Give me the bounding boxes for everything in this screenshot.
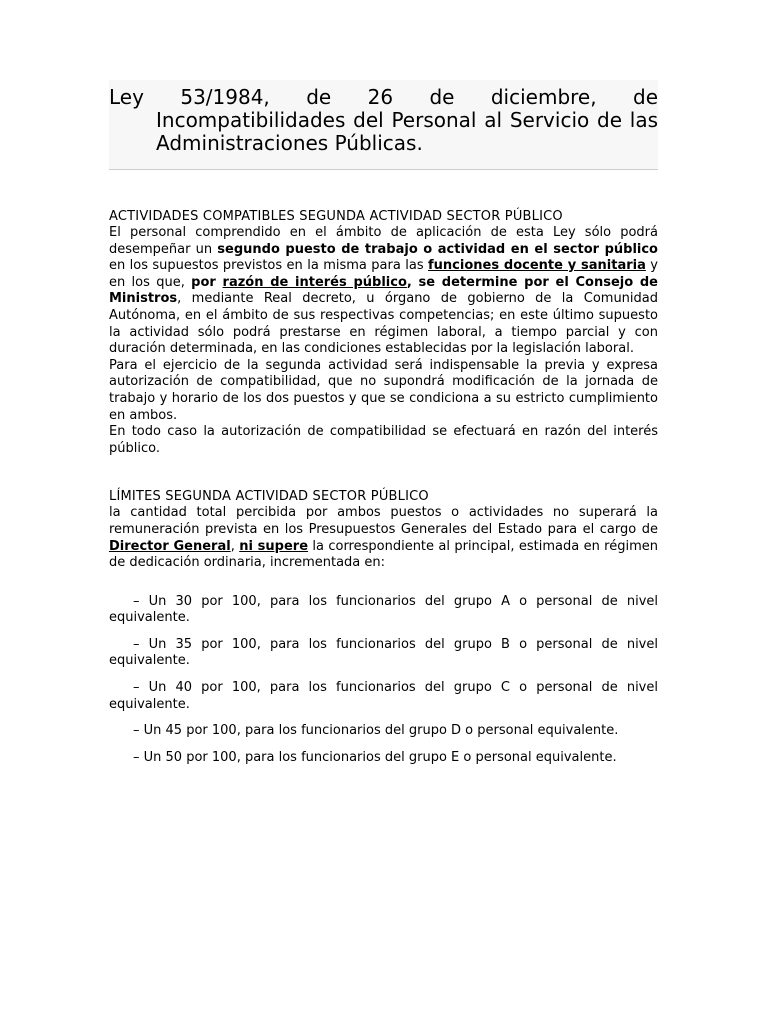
list-item-grupo-c: – Un 40 por 100, para los funcionarios del grupo C o personal de nivel equivalente. bbox=[109, 680, 658, 712]
text-run: la correspondiente al principal, estimada en régimen de dedicación ordinaria, incrementada en: bbox=[109, 538, 658, 571]
paragraph-cantidad-total bbox=[109, 505, 658, 571]
document-page bbox=[109, 80, 658, 776]
link-razon-interes-publico[interactable]: razón de interés público bbox=[222, 274, 407, 290]
list-item-grupo-e: – Un 50 por 100, para los funcionarios del grupo E o personal equivalente. bbox=[133, 749, 617, 765]
section-heading-actividades-compatibles: ACTIVIDADES COMPATIBLES SEGUNDA ACTIVIDAD SECTOR PÚBLICO bbox=[109, 209, 563, 224]
text-run: la cantidad total percibida por ambos puestos o actividades no superará la remuneración prevista en los Presupuestos Generales del Estado para el cargo de bbox=[109, 505, 658, 537]
text-run: El personal comprendido en el ámbito de aplicación de esta Ley sólo podrá desempeñar un bbox=[109, 225, 658, 257]
bold-segundo-puesto: segundo puesto de trabajo o actividad en el sector público bbox=[217, 241, 658, 257]
link-funciones-docente-sanitaria[interactable]: funciones docente y sanitaria bbox=[428, 258, 646, 274]
document-title: Ley 53/1984, de 26 de diciembre, de Incompatibilidades del Personal al Servicio de las Administraciones Públicas. bbox=[109, 85, 658, 155]
increment-list bbox=[109, 594, 658, 767]
paragraph-segundo-puesto bbox=[109, 225, 658, 358]
paragraph-autorizacion-previa: Para el ejercicio de la segunda actividad será indispensable la previa y expresa autorización de compatibilidad, que no supondrá modificación de la jornada de trabajo y horario de los dos puestos y que se condiciona a su estricto cumplimiento en ambos. bbox=[109, 357, 658, 423]
link-director-general[interactable]: Director General bbox=[109, 538, 231, 554]
list-item-grupo-a: – Un 30 por 100, para los funcionarios del grupo A o personal de nivel equivalente. bbox=[109, 593, 658, 626]
paragraph-interes-publico: En todo caso la autorización de compatibilidad se efectuará en razón del interés público. bbox=[109, 424, 658, 456]
text-run: , bbox=[230, 538, 240, 554]
list-item-grupo-b: – Un 35 por 100, para los funcionarios del grupo B o personal de nivel equivalente. bbox=[109, 636, 658, 669]
text-run: en los supuestos previstos en la misma para las bbox=[109, 258, 429, 274]
title-box bbox=[109, 80, 658, 170]
bold-por: por bbox=[191, 274, 223, 290]
list-item-grupo-d: – Un 45 por 100, para los funcionarios del grupo D o personal equivalente. bbox=[133, 723, 619, 739]
text-run: y en los que, bbox=[109, 258, 659, 290]
link-ni-supere[interactable]: ni supere bbox=[239, 538, 309, 554]
bold-consejo-ministros: , se determine por el Consejo de Ministros bbox=[109, 274, 658, 307]
text-run: , mediante Real decreto, u órgano de gobierno de la Comunidad Autónoma, en el ámbito de sus respectivas competencias; en este último supuesto la actividad sólo podrá prestarse en régimen laboral, a tiempo parcial y con duración determinada, en las condiciones establecidas por la legislación laboral. bbox=[109, 291, 658, 357]
section-heading-limites: LÍMITES SEGUNDA ACTIVIDAD SECTOR PÚBLICO bbox=[109, 489, 429, 505]
